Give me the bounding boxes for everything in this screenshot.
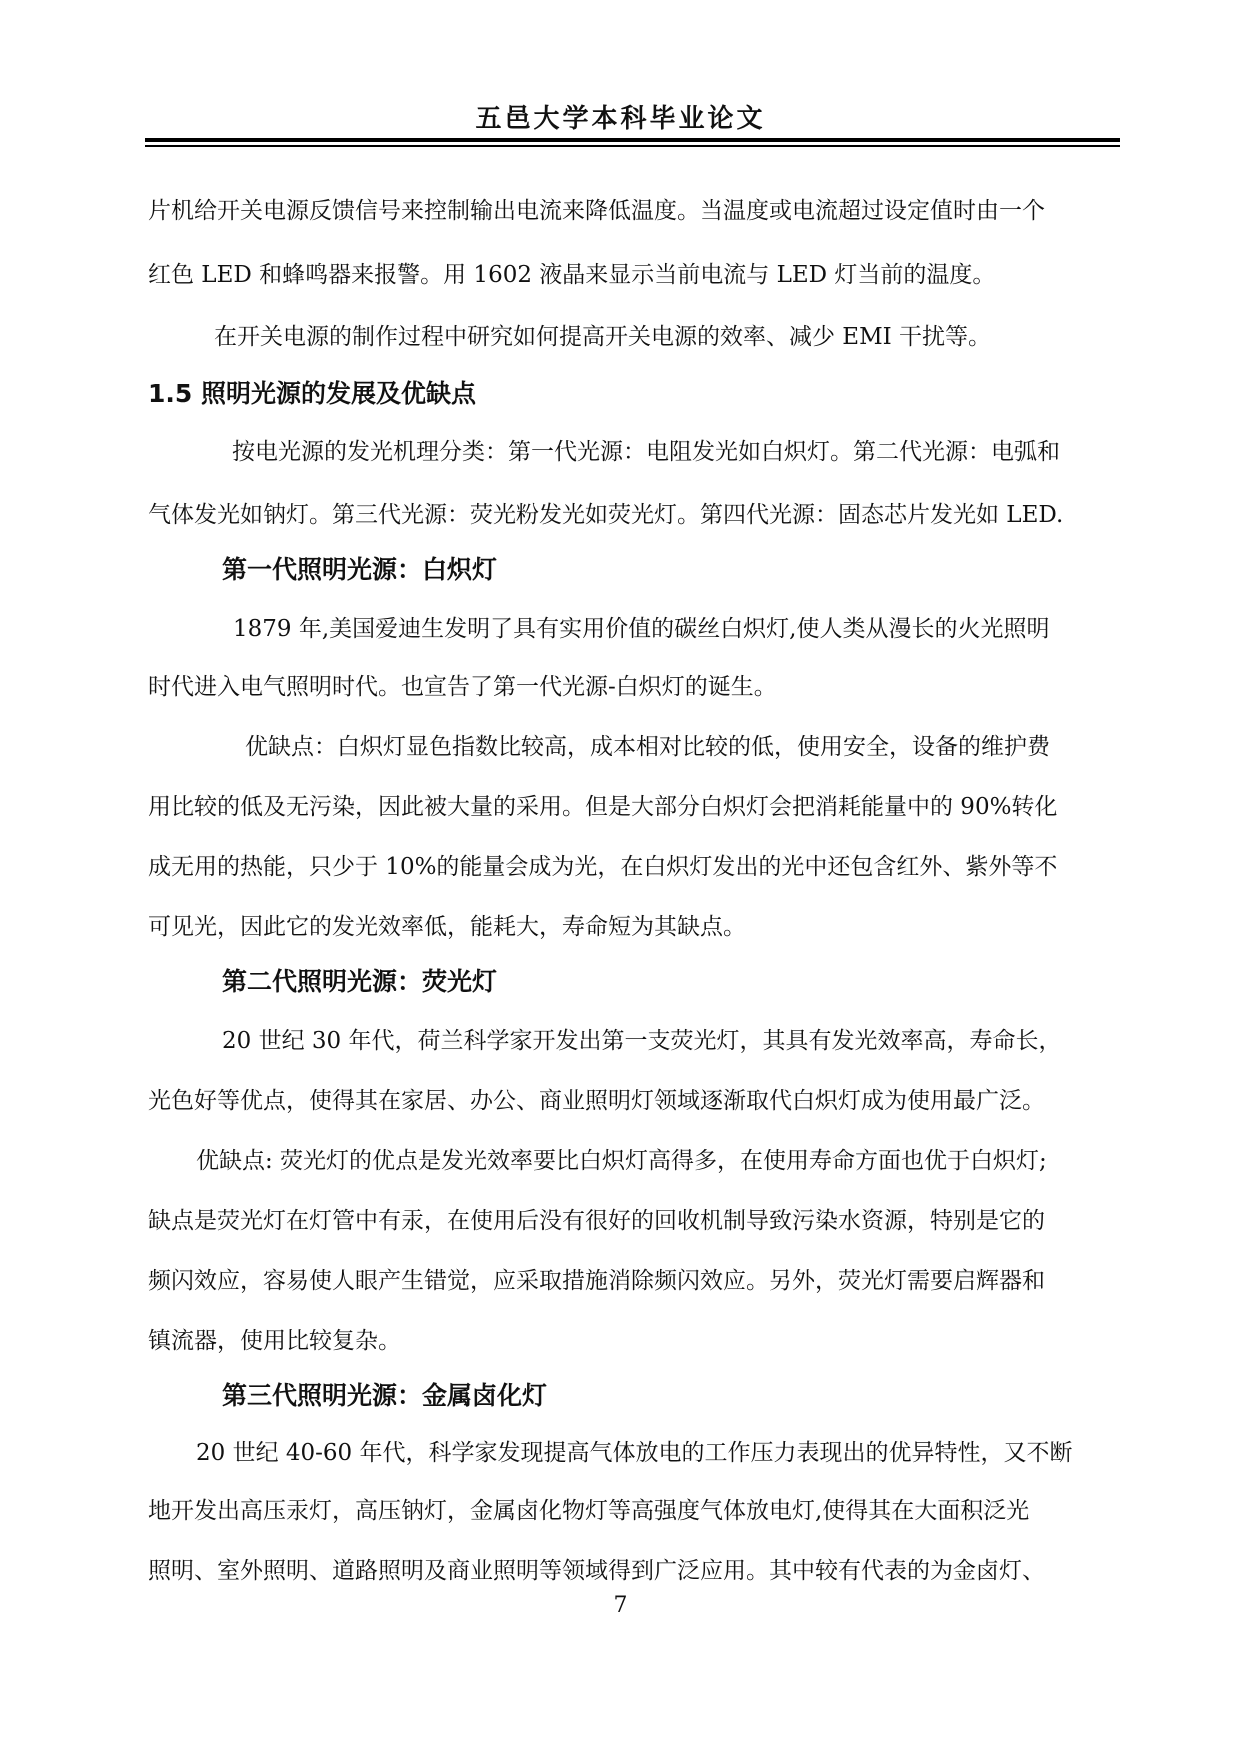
header-rule-thin — [145, 145, 1120, 147]
subsection-heading: 第二代照明光源：荧光灯 — [222, 967, 498, 996]
paragraph-line: 成无用的热能，只少于 10%的能量会成为光，在白炽灯发出的光中还包含红外、紫外等不 — [148, 854, 1058, 880]
header-rule-thick — [145, 138, 1120, 142]
paragraph-line: 镇流器，使用比较复杂。 — [148, 1328, 401, 1354]
paragraph-line: 照明、室外照明、道路照明及商业照明等领域得到广泛应用。其中较有代表的为金卤灯、 — [148, 1558, 1045, 1584]
paragraph-line: 按电光源的发光机理分类：第一代光源：电阻发光如白炽灯。第二代光源：电弧和 — [232, 439, 1060, 465]
paragraph-line: 用比较的低及无污染，因此被大量的采用。但是大部分白炽灯会把消耗能量中的 90%转化 — [148, 794, 1058, 820]
paragraph-line: 可见光，因此它的发光效率低，能耗大，寿命短为其缺点。 — [148, 914, 746, 940]
paragraph-line: 20 世纪 40-60 年代，科学家发现提高气体放电的工作压力表现出的优异特性，又不断 — [196, 1440, 1073, 1466]
paragraph-line: 红色 LED 和蜂鸣器来报警。用 1602 液晶来显示当前电流与 LED 灯当前的温度。 — [148, 262, 996, 288]
paragraph-line: 在开关电源的制作过程中研究如何提高开关电源的效率、减少 EMI 干扰等。 — [214, 324, 992, 350]
paragraph-line: 频闪效应，容易使人眼产生错觉，应采取措施消除频闪效应。另外，荧光灯需要启辉器和 — [148, 1268, 1045, 1294]
subsection-heading: 第三代照明光源：金属卤化灯 — [222, 1381, 548, 1410]
running-header-title: 五邑大学本科毕业论文 — [475, 104, 766, 134]
paragraph-line: 片机给开关电源反馈信号来控制输出电流来降低温度。当温度或电流超过设定值时由一个 — [148, 198, 1045, 224]
paragraph-line: 1879 年,美国爱迪生发明了具有实用价值的碳丝白炽灯,使人类从漫长的火光照明 — [233, 616, 1050, 642]
page-number: 7 — [613, 1593, 628, 1618]
paragraph-line: 优缺点: 荧光灯的优点是发光效率要比白炽灯高得多，在使用寿命方面也优于白炽灯; — [196, 1148, 1047, 1174]
paragraph-line: 缺点是荧光灯在灯管中有汞，在使用后没有很好的回收机制导致污染水资源，特别是它的 — [148, 1208, 1045, 1234]
paragraph-line: 20 世纪 30 年代，荷兰科学家开发出第一支荧光灯，其具有发光效率高，寿命长， — [222, 1028, 1062, 1054]
paragraph-line: 时代进入电气照明时代。也宣告了第一代光源-白炽灯的诞生。 — [148, 674, 777, 700]
paragraph-line: 气体发光如钠灯。第三代光源：荧光粉发光如荧光灯。第四代光源：固态芯片发光如 LED. — [148, 502, 1064, 528]
paragraph-line: 地开发出高压汞灯，高压钠灯，金属卤化物灯等高强度气体放电灯,使得其在大面积泛光 — [148, 1498, 1030, 1524]
paragraph-line: 优缺点：白炽灯显色指数比较高，成本相对比较的低，使用安全，设备的维护费 — [245, 734, 1050, 760]
subsection-heading: 第一代照明光源：白炽灯 — [222, 555, 498, 584]
paragraph-line: 光色好等优点，使得其在家居、办公、商业照明灯领域逐渐取代白炽灯成为使用最广泛。 — [148, 1088, 1045, 1114]
section-heading: 1.5 照明光源的发展及优缺点 — [148, 379, 476, 408]
